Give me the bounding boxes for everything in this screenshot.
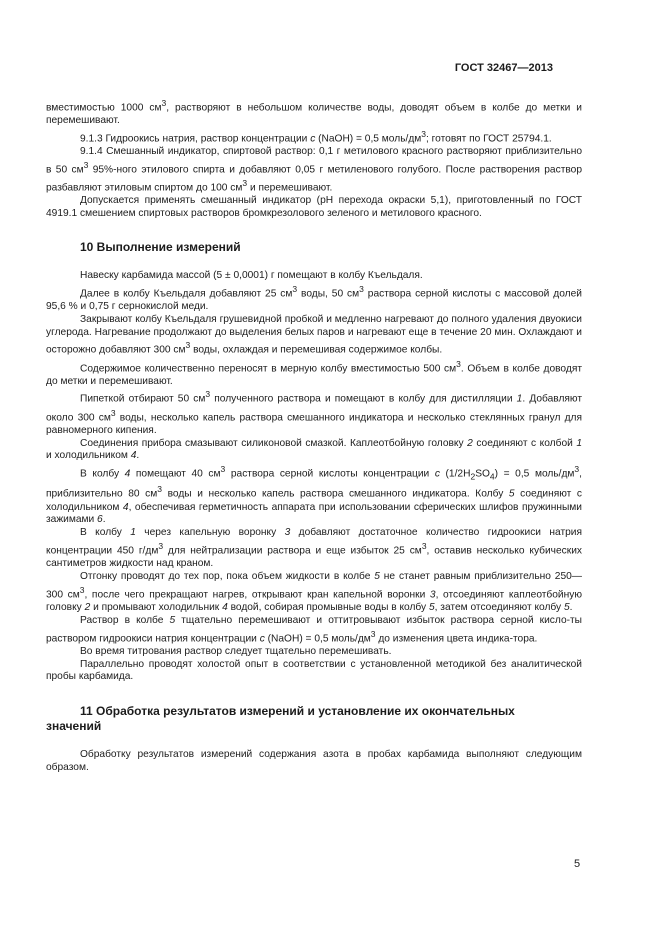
page-header: ГОСТ 32467—2013 — [454, 62, 553, 74]
paragraph-indicator-allowed: Допускается применять смешанный индикатор (pH перехода окраски 5,1), приготовленный по ГОСТ 4919.1 смешением спиртовых растворов бромкрезолового зеленого и метилового красного. — [46, 195, 582, 220]
paragraph-volume-end: вместимостью 1000 $см^3$, растворяют в небольшом количестве воды, доводят объем в колбе до метки и перемешивают. — [46, 98, 582, 127]
s10-paragraph-1: Навеску карбамида массой (5 ± 0,0001) г помещают в колбу Къельдаля. — [80, 269, 423, 281]
s10-paragraph-8: В колбу 1 через капельную воронку 3 добавляют достаточное количество гидроокиси натрия концентрации 450 $г/дм^3$ для нейтрализации раствора и еще избыток 25 $см^3$, оставив несколько кубических сантиметров жидкости над краном. — [46, 527, 582, 570]
s10-paragraph-3: Закрывают колбу Къельдаля грушевидной пробкой и медленно нагревают до полного удаления двуокиси углерода. Нагревание продолжают до выделения белых паров и нагревают еще в течение 20 мин. Охлаждают и осторожно добавляют 300 $см^3$ воды, охлаждая и перемешивая содержимое колбы. — [46, 313, 582, 356]
section-10-heading: 10 Выполнение измерений — [80, 239, 241, 254]
s10-paragraph-2: Далее в колбу Къельдаля добавляют 25 $см^3$ воды, 50 $см^3$ раствора серной кислоты с массовой долей 95,6 % и 0,75 г сернокислой меди. — [46, 283, 582, 312]
s10-paragraph-4: Содержимое количественно переносят в мерную колбу вместимостью 500 $см^3$. Объем в колбе доводят до метки и перемешивают. — [46, 358, 582, 387]
paragraph-9-1-4: 9.1.4 Смешанный индикатор, спиртовой раствор: 0,1 г метилового красного растворяют приблизительно в 50 $см^3$ 95%-ного этилового спирта и добавляют 0,05 г метиленового голубого. После растворения раствор разбавляют этиловым спиртом до 100 $см^3$ и перемешивают. — [46, 146, 582, 194]
s10-paragraph-9: Отгонку проводят до тех пор, пока объем жидкости в колбе 5 не станет равным приблизительно 250—300 $см^3$, после чего прекращают нагрев, открывают кран капельной воронки 3, отсоединяют каплеотбойную головку 2 и промывают холодильник 4 водой, собирая промывные воды в колбу 5, затем отсоединяют колбу 5. — [46, 571, 582, 614]
s10-paragraph-7: В колбу 4 помещают 40 $см^3$ раствора серной кислоты концентрации c $(1/2H_2SO_4) = 0,5$ моль/$дм^3$, приблизительно 80 $см^3$ воды и несколько капель раствора смешанного индикатора. Колбу 5 соединяют с холодильником 4, обеспечивая герметичность аппарата при использовании сферических шлифов пружинными зажимами 6. — [46, 464, 583, 526]
s10-paragraph-6: Соединения прибора смазывают силиконовой смазкой. Каплеотбойную головку 2 соединяют с колбой 1 и холодильником 4. — [46, 437, 582, 462]
s10-paragraph-5: Пипеткой отбирают 50 $см^3$ полученного раствора и помещают в колбу для дистилляции 1. Добавляют около 300 $см^3$ воды, несколько капель раствора смешанного индикатора и несколько стеклянных гранул для равномерного кипения. — [46, 389, 582, 436]
paragraph-9-1-3: 9.1.3 Гидроокись натрия, раствор концентрации c (NaOH) = 0,5 моль/$дм^3$; готовят по ГОСТ 25794.1. — [80, 128, 552, 145]
s10-paragraph-10: Раствор в колбе 5 тщательно перемешивают и оттитровывают избыток раствора серной кисло-ты раствором гидроокиси натрия концентрации c (NaOH) = 0,5 моль/$дм^3$ до изменения цвета индика-тора. — [46, 614, 582, 644]
s11-paragraph-1: Обработку результатов измерений содержания азота в пробах карбамида выполняют следующим образом. — [46, 749, 582, 773]
s10-paragraph-11: Во время титрования раствор следует тщательно перемешивать. — [80, 645, 392, 657]
section-11-heading: 11 Обработка результатов измерений и установление их окончательных значений — [46, 704, 515, 734]
s10-paragraph-12: Параллельно проводят холостой опыт в соответствии с установленной методикой без аналитической пробы карбамида. — [46, 658, 582, 683]
document-body — [46, 97, 582, 775]
page-number: 5 — [574, 858, 581, 870]
